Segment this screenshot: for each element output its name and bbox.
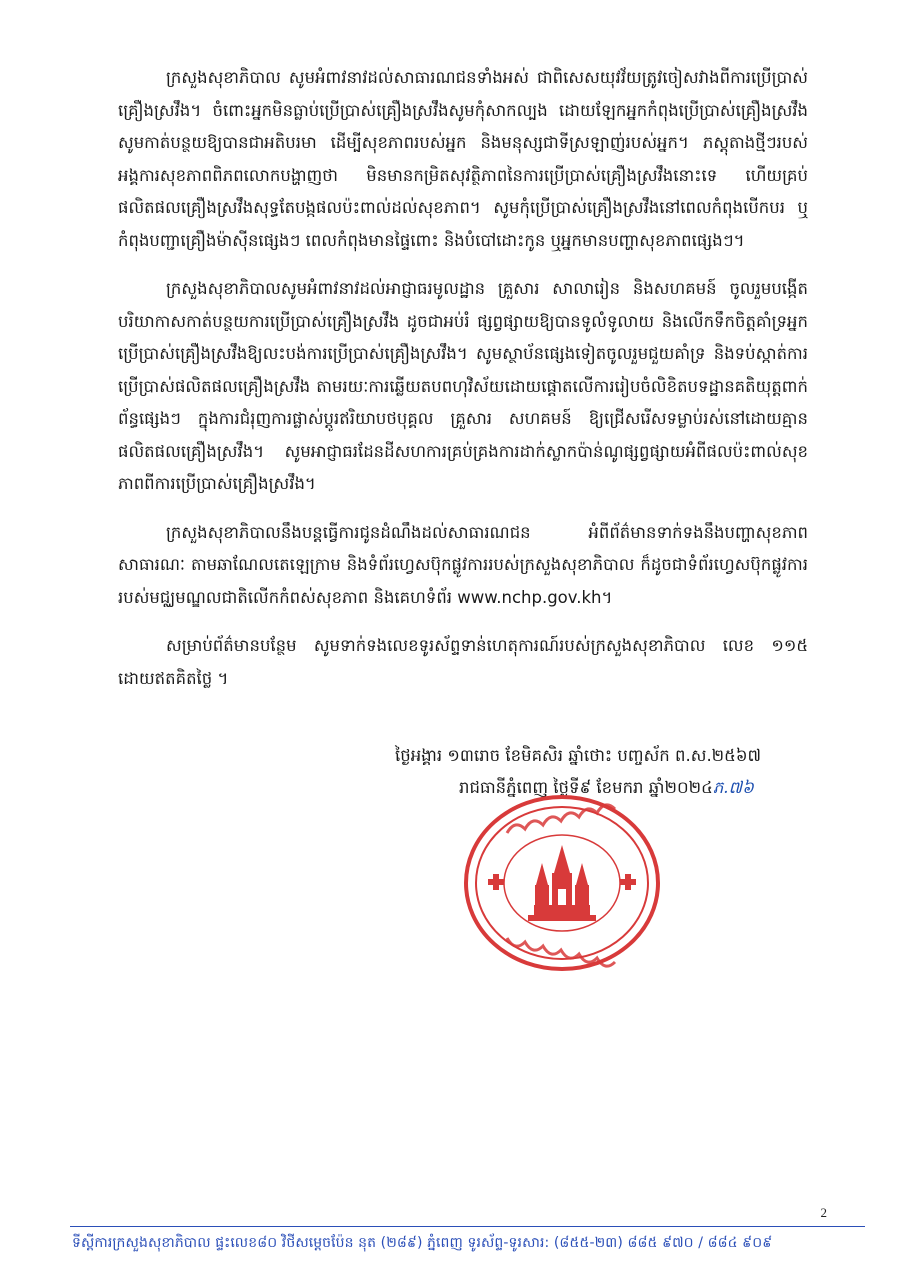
lunar-date: ថ្ងៃអង្គារ ១៣រោច ខែមិគសិរ ឆ្នាំថោះ បញ្ចស័ក ព.ស.២៥៦៧ [395,746,762,765]
page-number: 2 [820,1205,827,1220]
red-cross-icon-right [620,874,636,890]
paragraph-1: ក្រសួងសុខាភិបាល សូមអំពាវនាវដល់សាធារណជនទាំងអស់ ជាពិសេសយុវវ័យត្រូវចៀសវាងពីការប្រើប្រាស់គ្រឿងស្រវឹង។ ចំពោះអ្នកមិនធ្លាប់ប្រើប្រាស់គ្រឿងស្រវឹងសូមកុំសាកល្បង ដោយឡែកអ្នកកំពុងប្រើប្រាស់គ្រឿងស្រវឹង សូមកាត់បន្ថយឱ្យបានជាអតិបរមា ដើម្បីសុខភាពរបស់អ្នក និងមនុស្សជាទីស្រឡាញ់របស់អ្នក។ ភស្តុតាងថ្មីៗរបស់អង្គការសុខភាពពិភពលោកបង្ហាញថា មិនមានកម្រិតសុវត្ថិភាពនៃការប្រើប្រាស់គ្រឿងស្រវឹងនោះទេ ហើយគ្រប់ផលិតផលគ្រឿងស្រវឹងសុទ្ធតែបង្កផលប៉ះពាល់ដល់សុខភាព។ សូមកុំប្រើប្រាស់គ្រឿងស្រវឹងនៅពេលកំពុងបើកបរ ឬកំពុងបញ្ជាគ្រឿងម៉ាស៊ីនផ្សេងៗ ពេលកំពុងមានផ្ទៃពោះ និងបំបៅដោះកូន ឬអ្នកមានបញ្ហាសុខភាពផ្សេងៗ។ [118,68,808,250]
handwritten-note: ភ.៧៦ [712,778,754,797]
angkor-temple-icon [528,845,596,921]
announcement-body [118,62,808,711]
paragraph-4: សម្រាប់ព័ត៌មានបន្ថែម សូមទាក់ទងលេខទូរស័ព្ទទាន់ហេតុការណ៍របស់ក្រសួងសុខាភិបាល លេខ ១១៥ ដោយឥតគិតថ្លៃ ។ [118,636,808,688]
footer-divider [70,1226,865,1227]
ministry-seal-stamp [462,793,662,973]
footer-address: ទីស្តីការក្រសួងសុខាភិបាល ផ្ទះលេខ៨០ វិថីសម្តេចប៉ែន នុត (២៨៩) ភ្នំពេញ ទូរស័ព្ទ-ទូរសារ: (៨៥៥-២៣) ៨៨៥ ៩៧០ / ៨៨៤ ៩០៩ [72,1235,773,1251]
solar-date: រាជធានីភ្នំពេញ ថ្ងៃទី៩ ខែមករា ឆ្នាំ២០២៤ [459,778,713,797]
red-cross-icon-left [488,874,504,890]
paragraph-2: ក្រសួងសុខាភិបាលសូមអំពាវនាវដល់អាជ្ញាធរមូលដ្ឋាន គ្រួសារ សាលារៀន និងសហគមន៍ ចូលរួមបង្កើតបរិយាកាសកាត់បន្ថយការប្រើប្រាស់គ្រឿងស្រវឹង ដូចជាអប់រំ ផ្សព្វផ្សាយឱ្យបានទូលំទូលាយ និងលើកទឹកចិត្តគាំទ្រអ្នកប្រើប្រាស់គ្រឿងស្រវឹងឱ្យលះបង់ការប្រើប្រាស់គ្រឿងស្រវឹង។ សូមស្ថាប័នផ្សេងទៀតចូលរួមជួយគាំទ្រ និងទប់ស្កាត់ការប្រើប្រាស់ផលិតផលគ្រឿងស្រវឹង តាមរយៈការឆ្លើយតបពហុវិស័យដោយផ្តោតលើការរៀបចំលិខិតបទដ្ឋានគតិយុត្តពាក់ព័ន្ធផ្សេងៗ ក្នុងការជំរុញការផ្លាស់ប្តូរឥរិយាបថបុគ្គល គ្រួសារ សហគមន៍ ឱ្យជ្រើសរើសទម្លាប់រស់នៅដោយគ្មានផលិតផលគ្រឿងស្រវឹង។ សូមអាជ្ញាធរដែនដីសហការគ្រប់គ្រងការដាក់ស្លាកប៉ាន់ណូផ្សព្វផ្សាយអំពីផលប៉ះពាល់សុខភាពពីការប្រើប្រាស់គ្រឿងស្រវឹង។ [118,279,808,493]
paragraph-3: ក្រសួងសុខាភិបាលនឹងបន្តធ្វើការជូនដំណឹងដល់សាធារណជន អំពីព័ត៌មានទាក់ទងនឹងបញ្ហាសុខភាពសាធារណៈ តាមឆាណែលតេឡេក្រាម និងទំព័រហ្វេសប៊ុកផ្លូវការរបស់ក្រសួងសុខាភិបាល ក៏ដូចជាទំព័រហ្វេសប៊ុកផ្លូវការរបស់មជ្ឈមណ្ឌលជាតិលើកកំពស់សុខភាព និងគេហទំព័រ www.nchp.gov.kh។ [118,522,808,607]
